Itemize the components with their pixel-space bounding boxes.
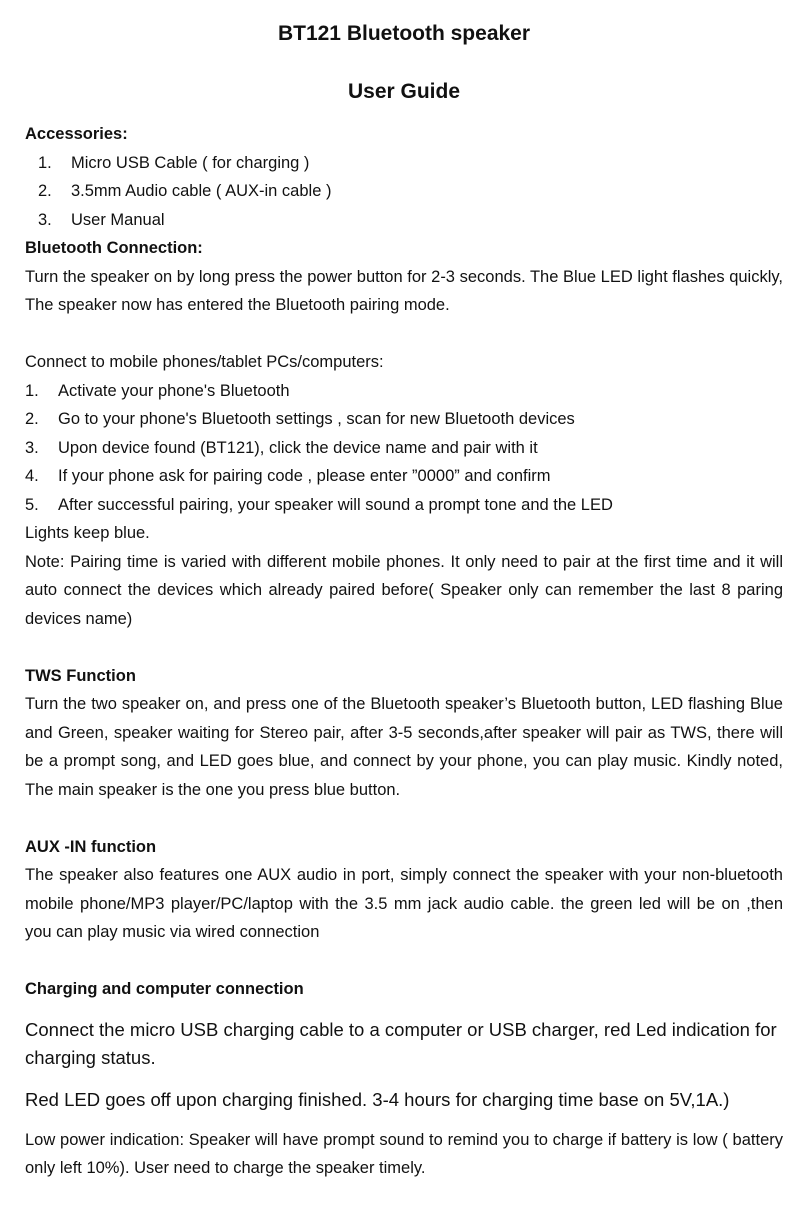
- list-text: Upon device found (BT121), click the device name and pair with it: [58, 438, 538, 457]
- pairing-note: Note: Pairing time is varied with different mobile phones. It only need to pair at the first time and it will auto connect the devices which already paired before( Speaker only can remember the last 8 paring devices name): [25, 552, 783, 628]
- bluetooth-section: [25, 234, 783, 633]
- bluetooth-heading: Bluetooth Connection:: [25, 239, 203, 257]
- list-text: Activate your phone's Bluetooth: [58, 381, 290, 400]
- list-number: 3.: [25, 438, 39, 457]
- list-text: Micro USB Cable ( for charging ): [71, 153, 310, 172]
- list-item: [25, 462, 783, 491]
- charging-section: [25, 975, 783, 1183]
- spacer: [25, 1004, 783, 1016]
- list-number: 4.: [25, 467, 39, 485]
- document-subtitle: User Guide: [347, 80, 461, 103]
- tws-heading: TWS Function: [25, 666, 136, 685]
- charging-text-2: Red LED goes off upon charging finished. 3-4 hours for charging time base on 5V,1A.): [25, 1088, 730, 1110]
- list-item: [25, 377, 783, 406]
- accessories-list: [25, 149, 783, 235]
- list-number: 5.: [25, 495, 39, 514]
- spacer: [25, 1114, 783, 1126]
- spacer: [25, 804, 783, 833]
- list-number: 1.: [38, 153, 52, 172]
- aux-text: The speaker also features one AUX audio in port, simply connect the speaker with your non-bluetooth mobile phone/MP3 player/PC/laptop with the 3.5 mm jack audio cable. the green led will be on ,then you can play music via wired connection: [25, 866, 783, 941]
- list-text: 3.5mm Audio cable ( AUX-in cable ): [71, 182, 332, 200]
- steps-continuation: Lights keep blue.: [25, 524, 150, 542]
- accessories-heading: Accessories:: [25, 125, 128, 143]
- list-text: Go to your phone's Bluetooth settings , scan for new Bluetooth devices: [58, 410, 575, 428]
- list-item: [25, 405, 783, 434]
- charging-text-1: Connect the micro USB charging cable to a computer or USB charger, red Led indication for charging status.: [25, 1018, 777, 1068]
- tws-section: [25, 662, 783, 805]
- list-number: 3.: [38, 210, 52, 229]
- list-number: 2.: [38, 182, 52, 200]
- spacer: [25, 1072, 783, 1086]
- spacer: [25, 320, 783, 349]
- pairing-steps-list: [25, 377, 783, 520]
- document-title: BT121 Bluetooth speaker: [277, 22, 531, 45]
- bluetooth-intro: Turn the speaker on by long press the power button for 2-3 seconds. The Blue LED light flashes quickly, The speaker now has entered the Bluetooth pairing mode.: [25, 267, 783, 314]
- charging-text-3: Low power indication: Speaker will have prompt sound to remind you to charge if battery is low ( battery only left 10%). User need to charge the speaker timely.: [25, 1130, 783, 1177]
- spacer: [25, 947, 783, 976]
- aux-heading: AUX -IN function: [25, 837, 157, 856]
- list-text: If your phone ask for pairing code , please enter ”0000” and confirm: [58, 467, 551, 485]
- list-text: After successful pairing, your speaker will sound a prompt tone and the LED: [58, 495, 613, 514]
- list-item: [25, 434, 783, 463]
- connect-heading: Connect to mobile phones/tablet PCs/computers:: [25, 353, 384, 371]
- list-item: [25, 177, 783, 206]
- document-body: [25, 120, 783, 1183]
- tws-text: Turn the two speaker on, and press one of the Bluetooth speaker’s Bluetooth button, LED flashing Blue and Green, speaker waiting for Stereo pair, after 3-5 seconds,after speaker will pair as TWS, there will be a prompt song, and LED goes blue, and connect by your phone, you can play music. Kindly noted, The main speaker is the one you press blue button.: [25, 695, 783, 799]
- list-number: 1.: [25, 381, 39, 400]
- charging-heading: Charging and computer connection: [25, 980, 304, 998]
- accessories-section: [25, 120, 783, 234]
- aux-section: [25, 833, 783, 947]
- list-item: [25, 206, 783, 235]
- list-item: [25, 491, 783, 520]
- list-number: 2.: [25, 410, 39, 428]
- list-text: User Manual: [71, 210, 165, 229]
- spacer: [25, 633, 783, 662]
- list-item: [25, 149, 783, 178]
